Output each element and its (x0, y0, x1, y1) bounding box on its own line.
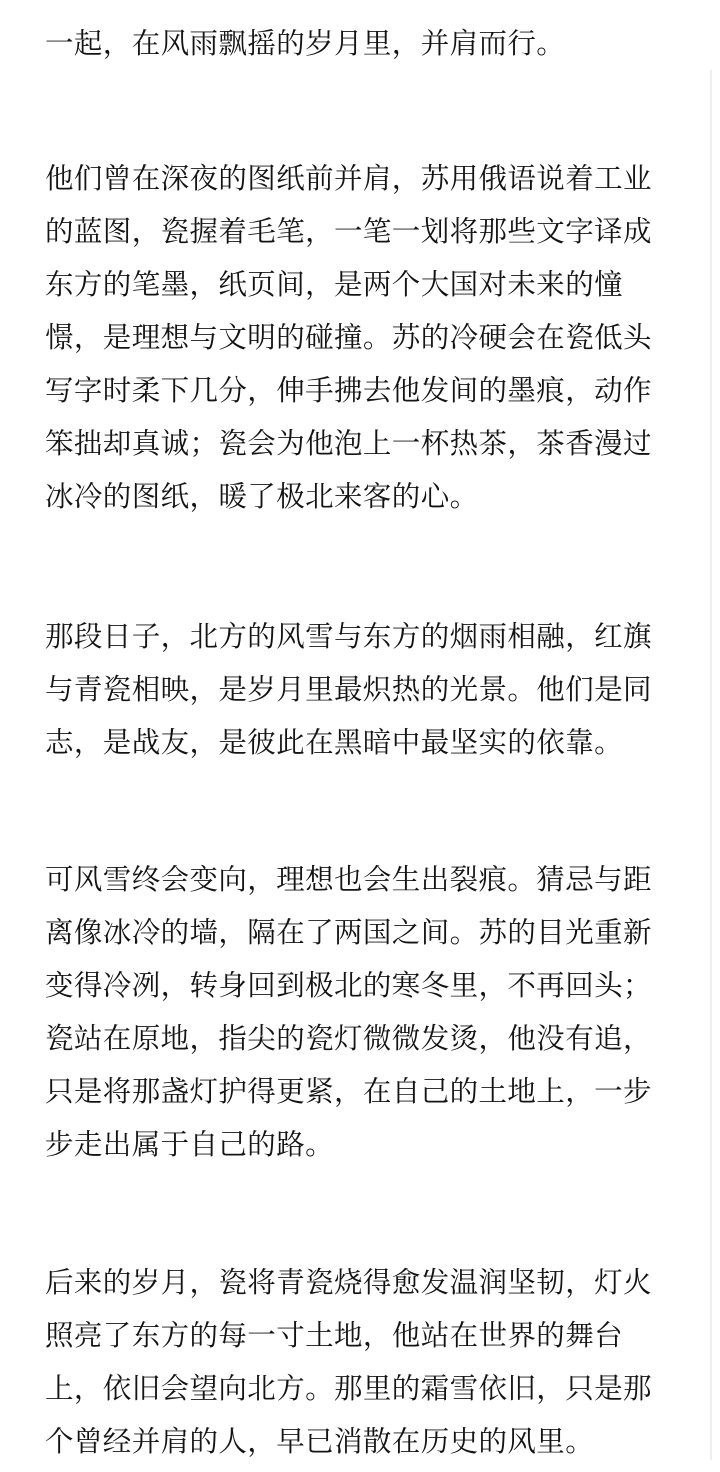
paragraph-4: 可风雪终会变向，理想也会生出裂痕。猜忌与距离像冰冷的墙，隔在了两国之间。苏的目光重新变得冷冽，转身回到极北的寒冬里，不再回头；瓷站在原地，指尖的瓷灯微微发烫，他没有追，只是将那盏灯护得更紧，在自己的土地上，一步步走出属于自己的路。 (45, 863, 652, 1161)
paragraph-3: 那段日子，北方的风雪与东方的烟雨相融，红旗与青瓷相映，是岁月里最炽热的光景。他们是同志，是战友，是彼此在黑暗中最坚实的依靠。 (45, 620, 652, 759)
paragraph-5: 后来的岁月，瓷将青瓷烧得愈发温润坚韧，灯火照亮了东方的每一寸土地，他站在世界的舞台上，依旧会望向北方。那里的霜雪依旧，只是那个曾经并肩的人，早已消散在历史的风里。 (45, 1266, 652, 1458)
scroll-track (710, 70, 712, 1460)
paragraph-2: 他们曾在深夜的图纸前并肩，苏用俄语说着工业的蓝图，瓷握着毛笔，一笔一划将那些文字译成东方的笔墨，纸页间，是两个大国对未来的憧憬，是理想与文明的碰撞。苏的冷硬会在瓷低头写字时柔下几分，伸手拂去他发间的墨痕，动作笨拙却真诚；瓷会为他泡上一杯热茶，茶香漫过冰冷的图纸，暖了极北来客的心。 (45, 162, 652, 513)
paragraph-1: 一起，在风雨飘摇的岁月里，并肩而行。 (45, 27, 566, 60)
